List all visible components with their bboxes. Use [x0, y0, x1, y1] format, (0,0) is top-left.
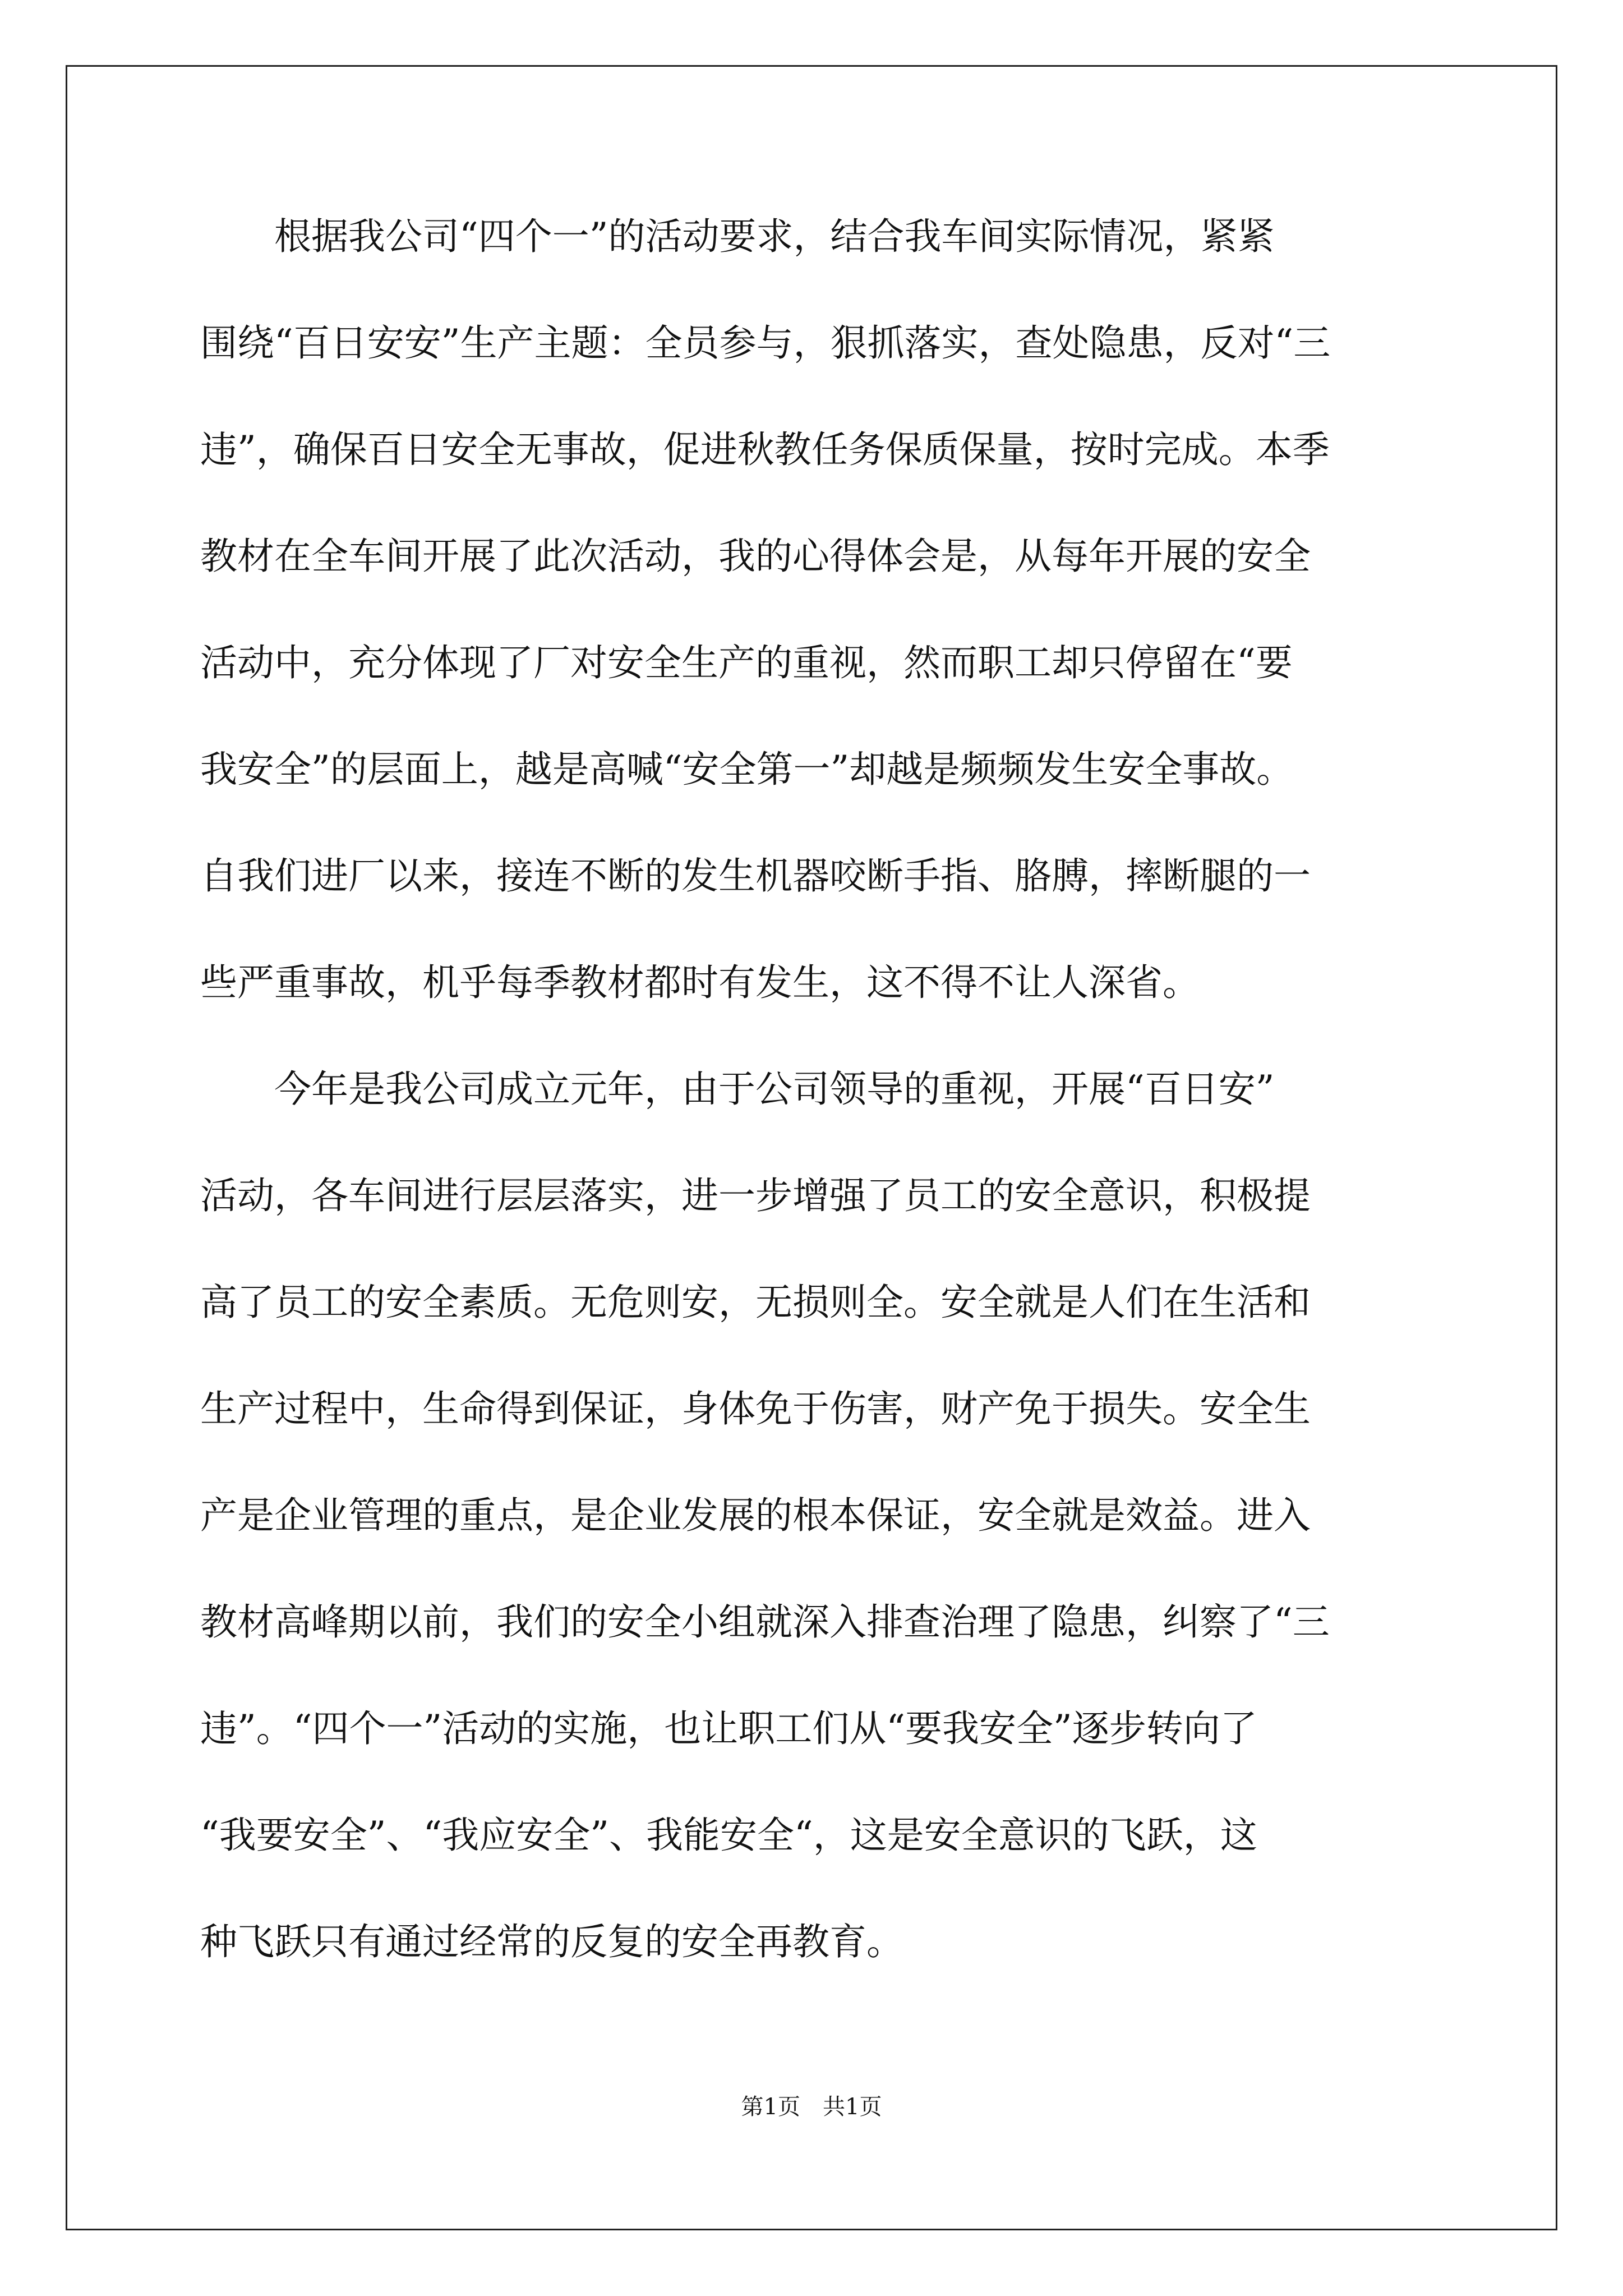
paragraph-1-line-7: 自我们进厂以来，接连不断的发生机器咬断手指、胳膊，摔断腿的一 [200, 854, 1311, 898]
paragraph-2-line-9: 种飞跃只有通过经常的反复的安全再教育。 [200, 1920, 903, 1963]
paragraph-1-line-2: 围绕“百日安安”生产主题：全员参与，狠抓落实，查处隐患，反对“三 [200, 321, 1331, 365]
paragraph-2-line-5: 产是企业管理的重点，是企业发展的根本保证，安全就是效益。进入 [200, 1494, 1311, 1537]
paragraph-2-line-1: 今年是我公司成立元年，由于公司领导的重视，开展“百日安” [200, 1068, 1275, 1111]
paragraph-2-line-3: 高了员工的安全素质。无危则安，无损则全。安全就是人们在生活和 [200, 1281, 1311, 1324]
paragraph-2-line-7: 违”。“四个一”活动的实施，也让职工们从“要我安全”逐步转向了 [200, 1707, 1257, 1750]
page-footer: 第1页 共1页 [741, 2094, 882, 2120]
paragraph-2-line-2: 活动，各车间进行层层落实，进一步增强了员工的安全意识，积极提 [200, 1174, 1311, 1217]
paragraph-2-line-6: 教材高峰期以前，我们的安全小组就深入排查治理了隐患，纠察了“三 [200, 1600, 1330, 1644]
paragraph-1-line-1: 根据我公司“四个一”的活动要求，结合我车间实际情况，紧紧 [200, 215, 1275, 258]
paragraph-1-line-4: 教材在全车间开展了此次活动，我的心得体会是，从每年开展的安全 [200, 535, 1311, 578]
paragraph-1-line-3: 违”，确保百日安全无事故，促进秋教任务保质保量，按时完成。本季 [200, 428, 1330, 471]
page-border [66, 65, 1557, 2230]
paragraph-1-line-8: 些严重事故，机乎每季教材都时有发生，这不得不让人深省。 [200, 961, 1200, 1004]
paragraph-2-line-8: “我要安全”、“我应安全”、我能安全“，这是安全意识的飞跃，这 [200, 1814, 1257, 1857]
paragraph-1-line-5: 活动中，充分体现了厂对安全生产的重视，然而职工却只停留在“要 [200, 641, 1293, 684]
paragraph-1-line-6: 我安全”的层面上，越是高喊“安全第一”却越是频频发生安全事故。 [200, 748, 1294, 791]
paragraph-2-line-4: 生产过程中，生命得到保证，身体免于伤害，财产免于损失。安全生 [200, 1387, 1311, 1430]
